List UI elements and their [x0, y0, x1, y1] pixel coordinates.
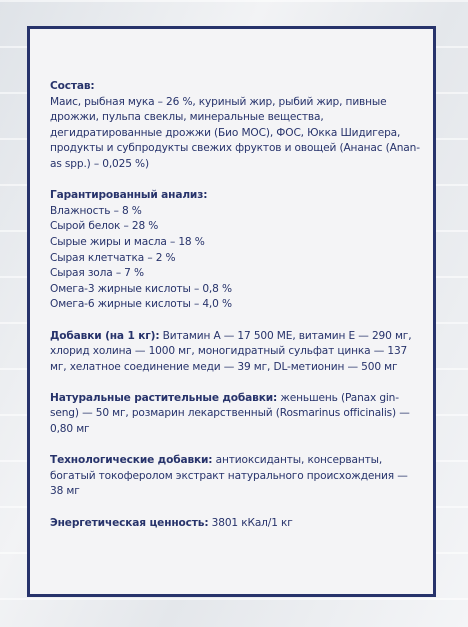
composition-section [50, 79, 420, 173]
analysis-section [50, 188, 420, 313]
analysis-line-fiber: Сырая клетчатка – 2 % [50, 251, 176, 264]
composition-title: Состав: [50, 80, 95, 92]
composition-line-1: Маис, рыбная мука – 26 %, куриный жир, рыбий жир, пивные [50, 95, 387, 108]
energy-title: Энергетическая ценность: [50, 516, 209, 529]
composition-line-3: дегидратированные дрожжи (Био МОС), ФОС, Юкка Шидигера, [50, 126, 401, 139]
tech-additives-line-3: 38 мг [50, 485, 80, 498]
analysis-line-omega6: Омега-6 жирные кислоты – 4,0 % [50, 298, 232, 311]
analysis-title: Гарантированный анализ: [50, 189, 208, 202]
natural-additives-line-3: 0,80 мг [50, 423, 90, 436]
energy-line [50, 516, 420, 532]
additives-section [50, 329, 420, 376]
tech-additives-title: Технологические добавки: [50, 454, 213, 467]
analysis-line-protein: Сырой белок – 28 % [50, 220, 159, 233]
additives-title: Добавки (на 1 кг): [50, 329, 160, 342]
energy-value: 3801 кКал/1 кг [208, 516, 293, 529]
tech-additives-first-line-text: антиоксиданты, консерванты, [212, 454, 383, 467]
analysis-line-omega3: Омега-3 жирные кислоты – 0,8 % [50, 282, 232, 295]
composition-line-5: as spp.) – 0,025 %) [50, 157, 149, 170]
analysis-line-moisture: Влажность – 8 % [50, 204, 142, 217]
label-content [50, 79, 420, 547]
natural-additives-line-2: seng) — 50 мг, розмарин лекарственный (Rosmarinus officinalis) — [50, 407, 410, 420]
energy-section [50, 516, 420, 532]
additives-first-line [50, 329, 420, 345]
tech-additives-line-2: богатый токоферолом экстракт натурального происхождения — [50, 469, 408, 482]
analysis-line-ash: Сырая зола – 7 % [50, 267, 144, 280]
additives-line-3: мг, хелатное соединение меди — 39 мг, DL-метионин — 500 мг [50, 360, 398, 373]
additives-line-2: хлорид холина — 1000 мг, моногидратный сульфат цинка — 137 [50, 345, 408, 358]
natural-additives-title: Натуральные растительные добавки: [50, 391, 278, 404]
tech-additives-first-line [50, 453, 420, 469]
natural-additives-first-line-text: женьшень (Panax gin- [277, 391, 399, 404]
natural-additives-first-line [50, 391, 420, 407]
natural-additives-section [50, 391, 420, 438]
tech-additives-section [50, 453, 420, 500]
label-panel [27, 26, 436, 597]
composition-line-4: продукты и субпродукты свежих фруктов и овощей (Ананас (Anan- [50, 142, 420, 155]
additives-first-line-text: Витамин А — 17 500 МЕ, витамин Е — 290 мг, [159, 329, 412, 342]
analysis-line-fat: Сырые жиры и масла – 18 % [50, 235, 205, 248]
composition-line-2: дрожжи, пульпа свеклы, минеральные вещества, [50, 111, 324, 124]
